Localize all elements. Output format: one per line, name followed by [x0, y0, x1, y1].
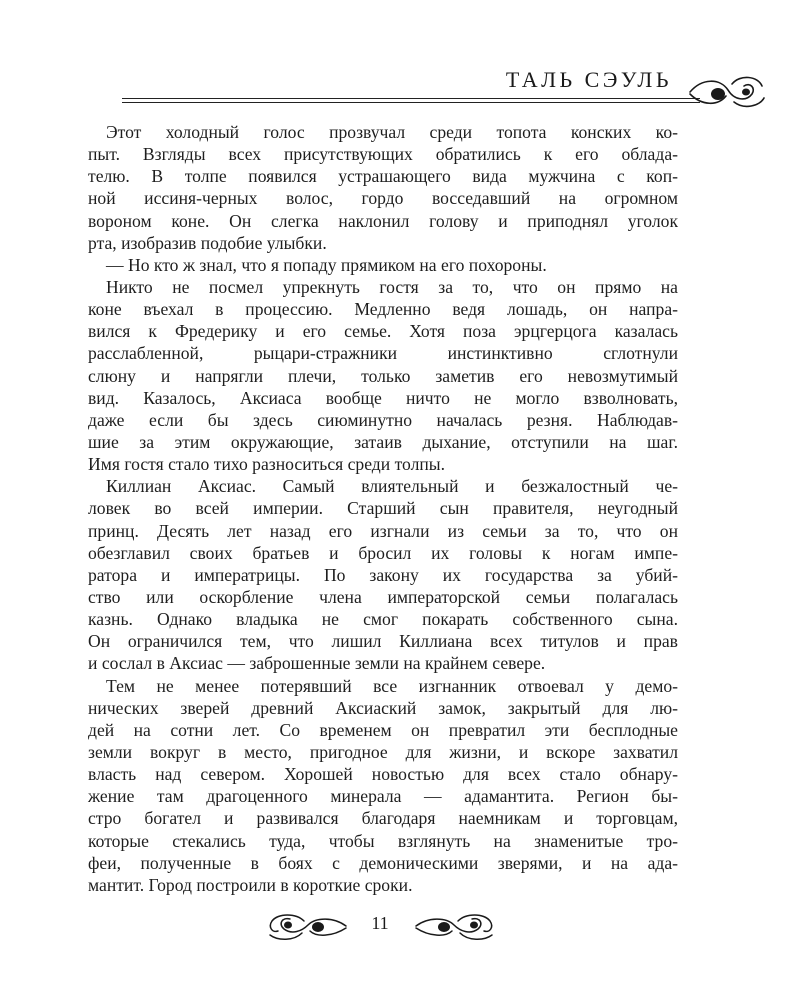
text-line: пыт. Взгляды всех присутствующих обратились к его облада-: [88, 144, 678, 165]
text-line: Он ограничился тем, что лишил Киллиана всех титулов и прав: [88, 631, 678, 652]
text-line: которые стекались туда, чтобы взглянуть на знаменитые тро-: [88, 830, 678, 851]
text-line: Этот холодный голос прозвучал среди топота конских ко-: [106, 122, 678, 142]
text-line: феи, полученные в боях с демоническими зверями, и на ада-: [88, 852, 678, 873]
body-text: [88, 121, 678, 896]
text-line: Киллиан Аксиас. Самый влиятельный и безжалостный че-: [106, 476, 678, 497]
text-line: жение там драгоценного минерала — адамантита. Регион бы-: [88, 786, 678, 807]
text-line: обезглавил своих братьев и бросил их головы к ногам импе-: [88, 542, 678, 563]
text-line: и сослал в Аксиас — заброшенные земли на крайнем севере.: [88, 653, 546, 674]
text-line: вид. Казалось, Аксиаса вообще ничто не могло взволновать,: [88, 387, 678, 408]
text-line: — Но кто ж знал, что я попаду прямиком на его похороны.: [106, 254, 547, 275]
text-line: вороном коне. Он слегка наклонил голову и приподнял уголок: [88, 210, 678, 231]
text-line: принц. Десять лет назад его изгнали из семьи за то, что он: [88, 520, 678, 541]
text-line: коне въехал в процессию. Медленно ведя лошадь, он напра-: [88, 299, 678, 320]
text-line: нических зверей древний Аксиаский замок, закрытый для лю-: [88, 697, 678, 718]
header-rule-top: [122, 98, 700, 99]
text-line: Тем не менее потерявший все изгнанник отвоевал у демо-: [106, 675, 678, 696]
text-line: ловек во всей империи. Старший сын правителя, неугодный: [88, 498, 678, 519]
text-line: ратора и императрицы. По закону их государства за убий-: [88, 564, 678, 585]
running-title: ТАЛЬ СЭУЛЬ: [505, 67, 672, 92]
page-footer: [0, 905, 800, 945]
running-header: [0, 62, 800, 112]
text-line: стро богател и развивался благодаря наемникам и торговцам,: [88, 808, 678, 829]
text-line: власть над севером. Хорошей новостью для всех стало обнару-: [88, 764, 678, 785]
flourish-ornament-icon: [266, 909, 348, 943]
text-line: Имя гостя стало тихо разноситься среди толпы.: [88, 454, 446, 475]
flourish-ornament-icon: [414, 909, 496, 943]
text-line: даже если бы здесь сиюминутно началась резня. Наблюдав-: [88, 409, 678, 430]
header-rule-bottom: [122, 102, 700, 103]
text-line: шие за этим окружающие, затаив дыхание, отступили на шаг.: [88, 431, 678, 452]
text-line: казнь. Однако владыка не смог покарать собственного сына.: [88, 609, 678, 630]
flourish-ornament-icon: [688, 72, 768, 112]
text-line: ной иссиня-черных волос, гордо восседавший на огромном: [88, 188, 678, 209]
text-line: вился к Фредерику и его семье. Хотя поза эрцгерцога казалась: [88, 321, 678, 342]
text-line: слюну и напрягли плечи, только заметив его невозмутимый: [88, 365, 678, 386]
text-line: ство или оскорбление члена императорской семьи полагалась: [88, 586, 678, 607]
text-line: расслабленной, рыцари-стражники инстинктивно сглотнули: [88, 343, 678, 364]
text-line: Никто не посмел упрекнуть гостя за то, что он прямо на: [106, 276, 678, 297]
text-line: земли вокруг в место, пригодное для жизни, и вскоре захватил: [88, 741, 678, 762]
text-line: мантит. Город построили в короткие сроки.: [88, 874, 413, 895]
text-line: дей на сотни лет. Со временем он превратил эти бесплодные: [88, 719, 678, 740]
text-line: телю. В толпе появился устрашающего вида мужчина с коп-: [88, 166, 678, 187]
text-line: рта, изобразив подобие улыбки.: [88, 232, 327, 253]
page-number: 11: [371, 913, 389, 933]
